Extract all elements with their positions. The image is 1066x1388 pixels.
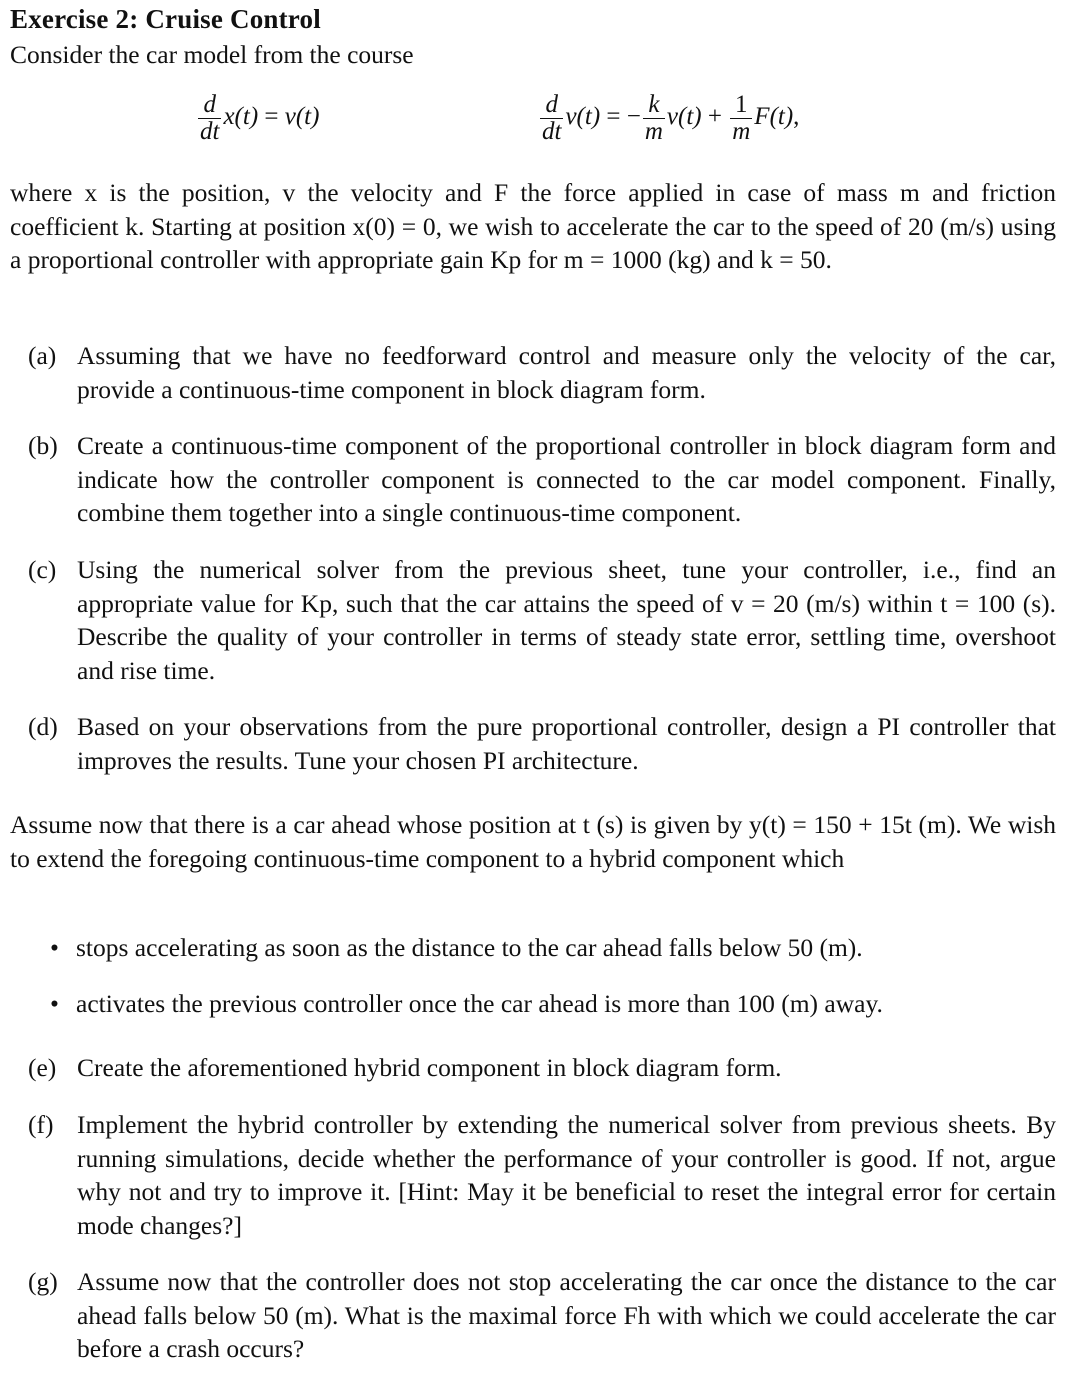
equation-position — [196, 92, 319, 145]
part-text: Implement the hybrid controller by extending the numerical solver from previous sheets. By running simulations, decide whether the performance of your controller is good. If not, argue why not and try to improve it. [Hint: May it be beneficial to reset the integral error for certain mode changes?] — [77, 1110, 1056, 1240]
fraction-numerator: d — [545, 91, 558, 118]
part-label: (d) — [28, 712, 58, 741]
part-text: Based on your observations from the pure proportional controller, design a PI controller that improves the results. Tune your chosen PI architecture. — [77, 712, 1056, 775]
part-text: Using the numerical solver from the previous sheet, tune your controller, i.e., find an appropriate value for Kp, such that the car attains the speed of v = 20 (m/s) within t = 100 (s). Describe the quality of your controller in terms of steady state error, settling time, overshoot and rise time. — [77, 555, 1056, 685]
bullet-icon: • — [50, 933, 59, 962]
k-over-m-fraction — [643, 92, 665, 145]
bullet-item — [50, 987, 1050, 1021]
part-a — [28, 339, 1056, 406]
part-e — [28, 1051, 1056, 1085]
intro-text: Consider the car model from the course — [10, 40, 414, 69]
velocity-term: v(t) — [666, 103, 702, 131]
hybrid-intro: Assume now that there is a car ahead whose position at t (s) is given by y(t) = 150 + 15t (m). We wish to extend the foregoing continuous-time component to a hybrid component which — [10, 810, 1056, 873]
part-g — [28, 1265, 1056, 1366]
fraction-numerator: d — [203, 91, 216, 118]
bullet-text: activates the previous controller once the car ahead is more than 100 (m) away. — [76, 989, 883, 1018]
part-d — [28, 710, 1056, 777]
equals-minus-sign: = − — [600, 103, 641, 131]
bullet-item — [50, 931, 1050, 965]
derivative-fraction — [540, 92, 563, 145]
model-description: where x is the position, v the velocity and F the force applied in case of mass m and friction coefficient k. Starting at position x(0) = 0, we wish to accelerate the car to the speed of 20 (m/s) using a proportional controller with appropriate gain Kp for m = 1000 (kg) and k = 50. — [10, 178, 1056, 274]
part-b — [28, 429, 1056, 530]
bullet-text: stops accelerating as soon as the distance to the car ahead falls below 50 (m). — [76, 933, 863, 962]
fraction-numerator: 1 — [735, 91, 748, 118]
part-label: (a) — [28, 341, 57, 370]
equation-lhs: x(t) — [223, 103, 259, 131]
part-text: Assuming that we have no feedforward control and measure only the velocity of the car, provide a continuous-time component in block diagram form. — [77, 341, 1056, 404]
part-label: (g) — [28, 1267, 58, 1296]
fraction-denominator: dt — [200, 118, 220, 145]
plus-sign: + — [701, 103, 729, 131]
equals-sign: = — [258, 103, 285, 131]
fraction-denominator: m — [732, 118, 751, 145]
equation-comma: , — [793, 103, 800, 131]
exercise-title: Exercise 2: Cruise Control — [10, 4, 321, 34]
fraction-numerator: k — [648, 91, 660, 118]
equation-rhs: v(t) — [284, 103, 320, 131]
equation-lhs: v(t) — [565, 103, 601, 131]
part-f — [28, 1108, 1056, 1242]
part-label: (f) — [28, 1110, 54, 1139]
part-text: Assume now that the controller does not stop accelerating the car once the distance to the car ahead falls below 50 (m). What is the maximal force Fh with which we could accelerate the car before a crash occurs? — [77, 1267, 1056, 1363]
one-over-m-fraction — [730, 92, 752, 145]
force-term: F(t) — [754, 103, 794, 131]
equation-velocity — [538, 92, 799, 145]
derivative-fraction — [198, 92, 221, 145]
part-label: (c) — [28, 555, 57, 584]
fraction-denominator: dt — [542, 118, 562, 145]
part-text: Create a continuous-time component of the proportional controller in block diagram form and indicate how the controller component is connected to the car model component. Finally, combine them together into a single continuous-time component. — [77, 431, 1056, 527]
part-c — [28, 553, 1056, 687]
part-label: (b) — [28, 431, 58, 460]
part-label: (e) — [28, 1053, 57, 1082]
bullet-icon: • — [50, 989, 59, 1018]
part-text: Create the aforementioned hybrid component in block diagram form. — [77, 1053, 782, 1082]
fraction-denominator: m — [644, 118, 663, 145]
